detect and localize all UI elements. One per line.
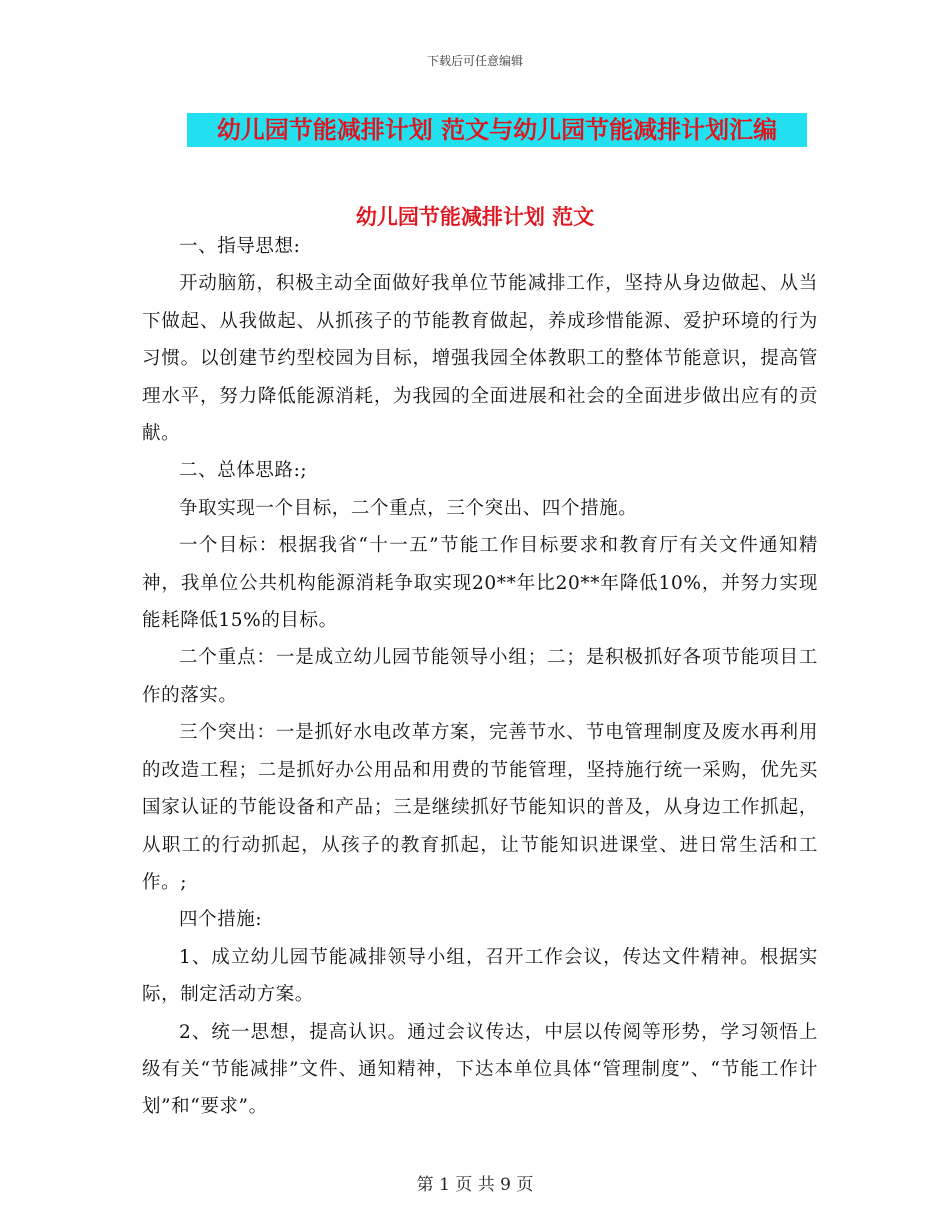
paragraph: 一个目标：根据我省“十一五”节能工作目标要求和教育厅有关文件通知精神，我单位公共机构能源消耗争取实现20**年比20**年降低10%，并努力实现能耗降低15%的目标。 [142, 535, 818, 632]
paragraph: 2、统一思想，提高认识。通过会议传达，中层以传阅等形势，学习领悟上级有关“节能减排”文件、通知精神，下达本单位具体“管理制度”、“节能工作计划”和“要求”。 [142, 1021, 818, 1118]
paragraph: 三个突出：一是抓好水电改革方案，完善节水、节电管理制度及废水再利用的改造工程；二是抓好办公用品和用费的节能管理，坚持施行统一采购，优先买国家认证的节能设备和产品；三是继续抓好节能知识的普及，从身边工作抓起，从职工的行动抓起，从孩子的教育抓起，让节能知识进课堂、进日常生活和工作。; [142, 722, 818, 893]
paragraph: 一、指导思想: [179, 236, 301, 257]
paragraph: 争取实现一个目标，二个重点，三个突出、四个措施。 [179, 497, 638, 519]
document-title: 幼儿园节能减排计划 范文与幼儿园节能减排计划汇编 [187, 113, 807, 147]
section-title: 幼儿园节能减排计划 范文 [355, 204, 595, 229]
paragraph: 开动脑筋，积极主动全面做好我单位节能减排工作，坚持从身边做起、从当下做起、从我做起、从抓孩子的节能教育做起，养成珍惜能源、爱护环境的行为习惯。以创建节约型校园为目标，增强我园全体教职工的整体节能意识，提高管理水平，努力降低能源消耗，为我园的全面进展和社会的全面进步做出应有的贡献。 [142, 273, 818, 445]
document-body [142, 228, 818, 1126]
paragraph: 四个措施: [179, 909, 263, 931]
paragraph: 二、总体思路:; [179, 460, 308, 482]
page-header-note: 下载后可任意编辑 [426, 54, 523, 68]
paragraph: 1、成立幼儿园节能减排领导小组，召开工作会议，传达文件精神。根据实际，制定活动方案。 [142, 946, 818, 1006]
page-number-footer: 第 1 页 共 9 页 [416, 1175, 534, 1195]
paragraph: 二个重点：一是成立幼儿园节能领导小组；二；是积极抓好各项节能项目工作的落实。 [142, 647, 818, 706]
